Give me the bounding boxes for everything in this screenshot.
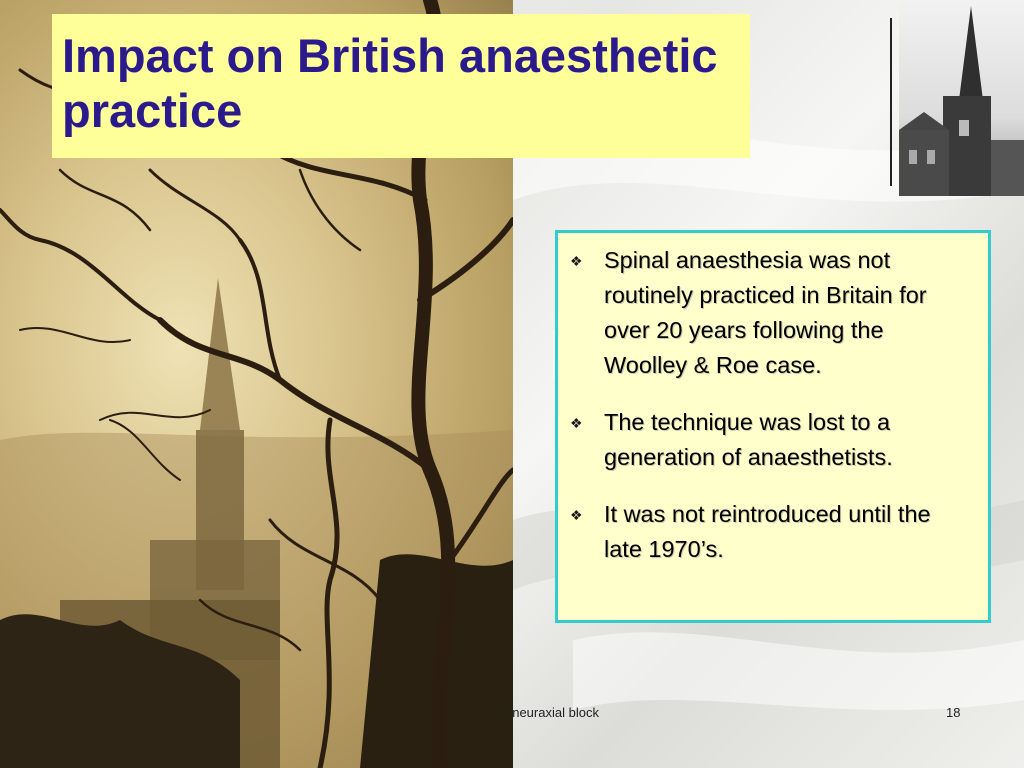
diamond-bullet-icon: ❖ <box>570 253 583 269</box>
church-spire-thumbnail <box>899 0 1024 196</box>
bullet-text: The technique was lost to a generation of anaesthetists. <box>604 409 893 470</box>
page-number: 18 <box>946 705 961 720</box>
bullet-item <box>570 243 968 383</box>
bullet-list <box>570 243 968 567</box>
slide-title: Impact on British anaesthetic practice <box>62 29 718 137</box>
bullet-item <box>570 405 968 475</box>
diamond-bullet-icon: ❖ <box>570 507 583 523</box>
title-box <box>52 14 750 158</box>
diamond-bullet-icon: ❖ <box>570 415 583 431</box>
bullet-item <box>570 497 968 567</box>
content-box <box>555 230 991 623</box>
bullet-text: It was not reintroduced until the late 1970’s. <box>604 501 931 562</box>
footer-text: f neuraxial block <box>505 705 599 720</box>
bullet-text: Spinal anaesthesia was not routinely practiced in Britain for over 20 years following the Woolley & Roe case. <box>604 247 927 378</box>
divider-line <box>890 18 892 186</box>
